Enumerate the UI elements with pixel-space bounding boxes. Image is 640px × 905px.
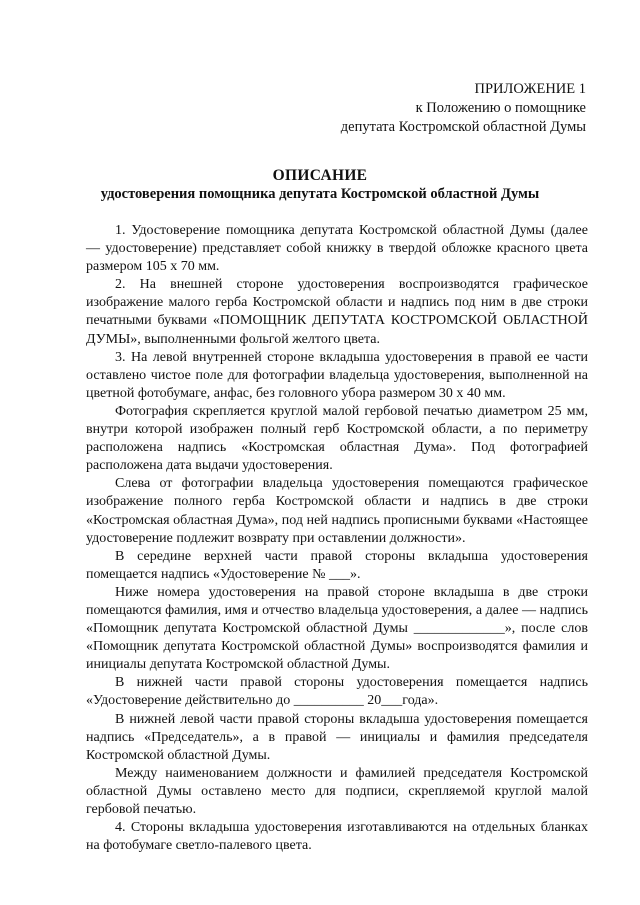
- paragraph-9: В нижней левой части правой стороны вкладыша удостоверения помещается надпись «Председатель», а в правой — инициалы и фамилия председателя Костромской областной Думы.: [86, 711, 588, 763]
- document-body: [86, 222, 588, 855]
- document-title: ОПИСАНИЕ: [272, 167, 368, 184]
- appendix-reference-cont: депутата Костромской областной Думы: [340, 119, 586, 135]
- appendix-header: [341, 80, 586, 137]
- appendix-title: ПРИЛОЖЕНИЕ 1: [474, 81, 586, 97]
- paragraph-10: Между наименованием должности и фамилией председателя Костромской областной Думы оставлено место для подписи, скрепляемой круглой малой гербовой печатью.: [86, 765, 588, 817]
- paragraph-3: 3. На левой внутренней стороне вкладыша удостоверения в правой ее части оставлено чистое поле для фотографии владельца удостоверения, выполненной на цветной фотобумаге, анфас, без головного убора размером 30 х 40 мм.: [86, 349, 588, 401]
- paragraph-1: 1. Удостоверение помощника депутата Костромской областной Думы (далее — удостоверение) представляет собой книжку в твердой обложке красного цвета размером 105 х 70 мм.: [86, 223, 588, 275]
- paragraph-4: Фотография скрепляется круглой малой гербовой печатью диаметром 25 мм, внутри которой изображен полный герб Костромской области, а по периметру расположена надпись «Костромская областная Дума». Под фотографией расположена дата выдачи удостоверения.: [86, 403, 588, 474]
- paragraph-11: 4. Стороны вкладыша удостоверения изготавливаются на отдельных бланках на фотобумаге светло-палевого цвета.: [86, 820, 588, 854]
- document-subtitle: удостоверения помощника депутата Костромской областной Думы: [100, 186, 540, 202]
- paragraph-2: 2. На внешней стороне удостоверения воспроизводятся графическое изображение малого герба Костромской области и надпись под ним в две строки печатными буквами «ПОМОЩНИК ДЕПУТАТА КОСТРОМСКОЙ ОБЛАСТНОЙ ДУМЫ», выполненными фольгой желтого цвета.: [86, 277, 588, 347]
- document-title-block: [0, 166, 640, 204]
- paragraph-7: Ниже номера удостоверения на правой стороне вкладыша в две строки помещаются фамилия, имя и отчество владельца удостоверения, а далее — надпись «Помощник депутата Костромской областной Думы _____________», после слов «Помощник депутата Костромской областной Думы» воспроизводятся фамилия и инициалы депутата Костромской областной Думы.: [86, 584, 588, 673]
- paragraph-8: В нижней части правой стороны удостоверения помещается надпись «Удостоверение действительно до __________ 20___года».: [86, 675, 588, 709]
- paragraph-5: Слева от фотографии владельца удостоверения помещаются графическое изображение полного герба Костромской области и надпись в две строки «Костромская областная Дума», под ней надпись прописными буквами «Настоящее удостоверение подлежит возврату при оставлении должности».: [86, 476, 588, 546]
- appendix-reference: к Положению о помощнике: [415, 100, 586, 116]
- paragraph-6: В середине верхней части правой стороны вкладыша удостоверения помещается надпись «Удостоверение № ___».: [86, 548, 588, 582]
